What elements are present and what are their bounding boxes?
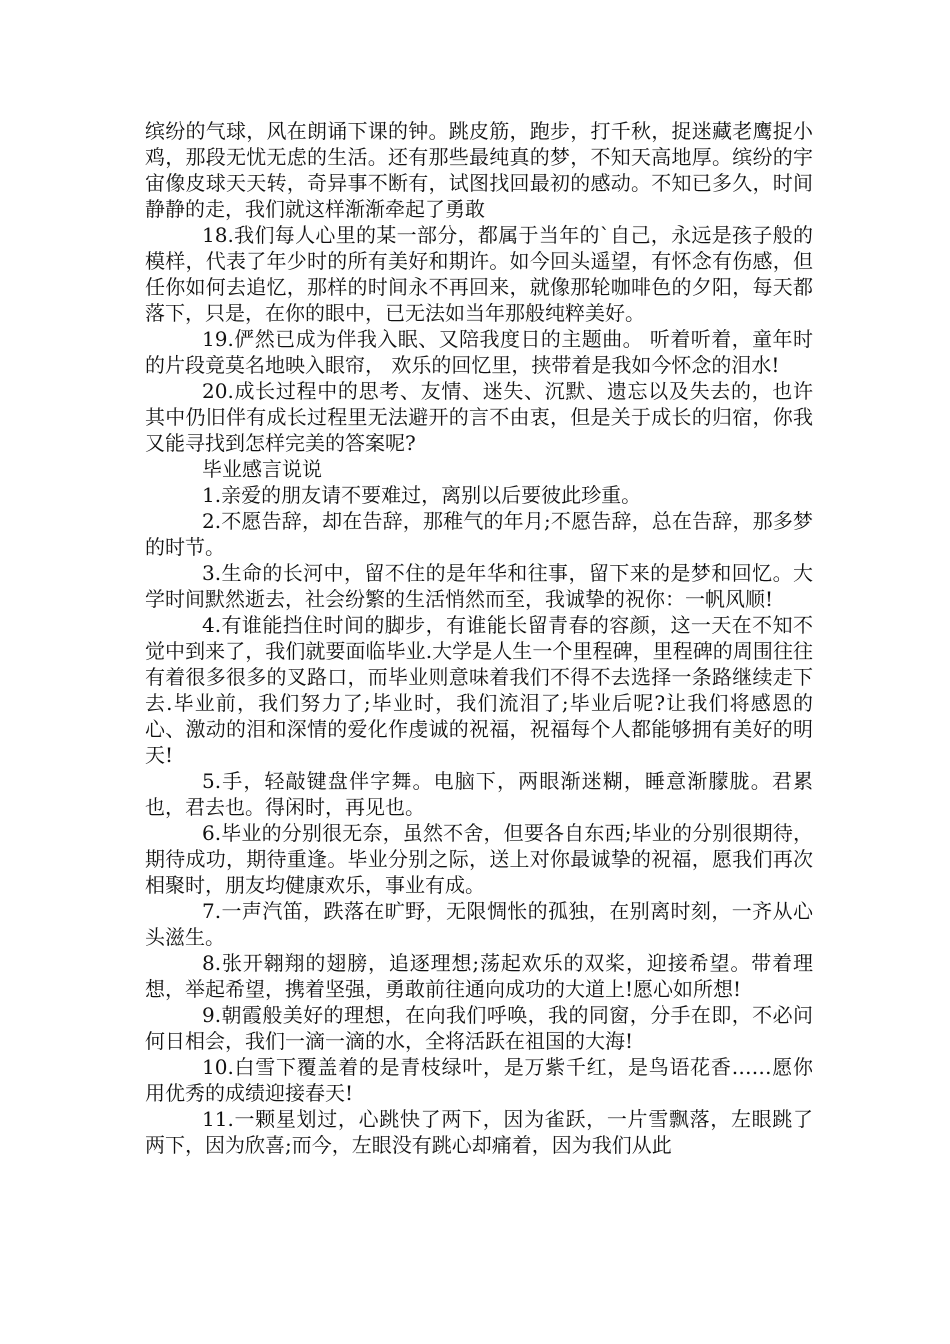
- paragraph-10: 10.白雪下覆盖着的是青枝绿叶，是万紫千红，是鸟语花香……愿你用优秀的成绩迎接春天!: [145, 1055, 813, 1105]
- paragraph-8: 8.张开翱翔的翅膀，追逐理想;荡起欢乐的双桨，迎接希望。带着理想，举起希望，携着坚强，勇敢前往通向成功的大道上!愿心如所想!: [145, 951, 813, 1001]
- paragraph-19: 19.俨然已成为伴我入眠、又陪我度日的主题曲。 听着听着，童年时的片段竟莫名地映入眼帘， 欢乐的回忆里，挟带着是我如今怀念的泪水!: [145, 327, 813, 377]
- paragraph-6: 6.毕业的分别很无奈，虽然不舍，但要各自东西;毕业的分别很期待，期待成功，期待重逢。毕业分别之际，送上对你最诚挚的祝福，愿我们再次相聚时，朋友均健康欢乐，事业有成。: [145, 821, 813, 897]
- paragraph-2: 2.不愿告辞，却在告辞，那稚气的年月;不愿告辞，总在告辞，那多梦的时节。: [145, 509, 813, 559]
- paragraph-5: 5.手，轻敲键盘伴字舞。电脑下，两眼渐迷糊，睡意渐朦胧。君累也，君去也。得闲时，再见也。: [145, 769, 813, 819]
- section-heading: 毕业感言说说: [202, 457, 322, 481]
- paragraph-1: 1.亲爱的朋友请不要难过，离别以后要彼此珍重。: [202, 483, 642, 507]
- paragraph-continued: 缤纷的气球，风在朗诵下课的钟。跳皮筋，跑步，打千秋，捉迷藏老鹰捉小鸡，那段无忧无虑的生活。还有那些最纯真的梦，不知天高地厚。缤纷的宇宙像皮球天天转，奇异事不断有，试图找回最初的感动。不知已多久，时间静静的走，我们就这样渐渐牵起了勇敢: [145, 119, 813, 221]
- paragraph-18: 18.我们每人心里的某一部分，都属于当年的`自己，永远是孩子般的模样，代表了年少时的所有美好和期许。如今回头遥望，有怀念有伤感，但任你如何去追忆，那样的时间永不再回来，就像那轮咖啡色的夕阳，每天都落下，只是，在你的眼中，已无法如当年那般纯粹美好。: [145, 223, 813, 325]
- paragraph-7: 7.一声汽笛，跌落在旷野，无限惆怅的孤独，在别离时刻，一齐从心头滋生。: [145, 899, 813, 949]
- paragraph-4: 4.有谁能挡住时间的脚步，有谁能长留青春的容颜，这一天在不知不觉中到来了，我们就要面临毕业.大学是人生一个里程碑，里程碑的周围往往有着很多很多的叉路口，而毕业则意味着我们不得不去选择一条路继续走下去.毕业前，我们努力了;毕业时，我们流泪了;毕业后呢?让我们将感恩的心、激动的泪和深情的爱化作虔诚的祝福，祝福每个人都能够拥有美好的明天!: [145, 613, 813, 767]
- document-page: [145, 118, 813, 1158]
- paragraph-11: 11.一颗星划过，心跳快了两下，因为雀跃，一片雪飘落，左眼跳了两下，因为欣喜;而今，左眼没有跳心却痛着，因为我们从此: [145, 1107, 813, 1157]
- paragraph-20: 20.成长过程中的思考、友情、迷失、沉默、遗忘以及失去的，也许其中仍旧伴有成长过程里无法避开的言不由衷，但是关于成长的归宿，你我又能寻找到怎样完美的答案呢?: [145, 379, 813, 455]
- paragraph-3: 3.生命的长河中，留不住的是年华和往事，留下来的是梦和回忆。大学时间默然逝去，社会纷繁的生活悄然而至，我诚挚的祝你：一帆风顺!: [145, 561, 813, 611]
- paragraph-9: 9.朝霞般美好的理想，在向我们呼唤，我的同窗，分手在即，不必问何日相会，我们一滴一滴的水，全将活跃在祖国的大海!: [145, 1003, 813, 1053]
